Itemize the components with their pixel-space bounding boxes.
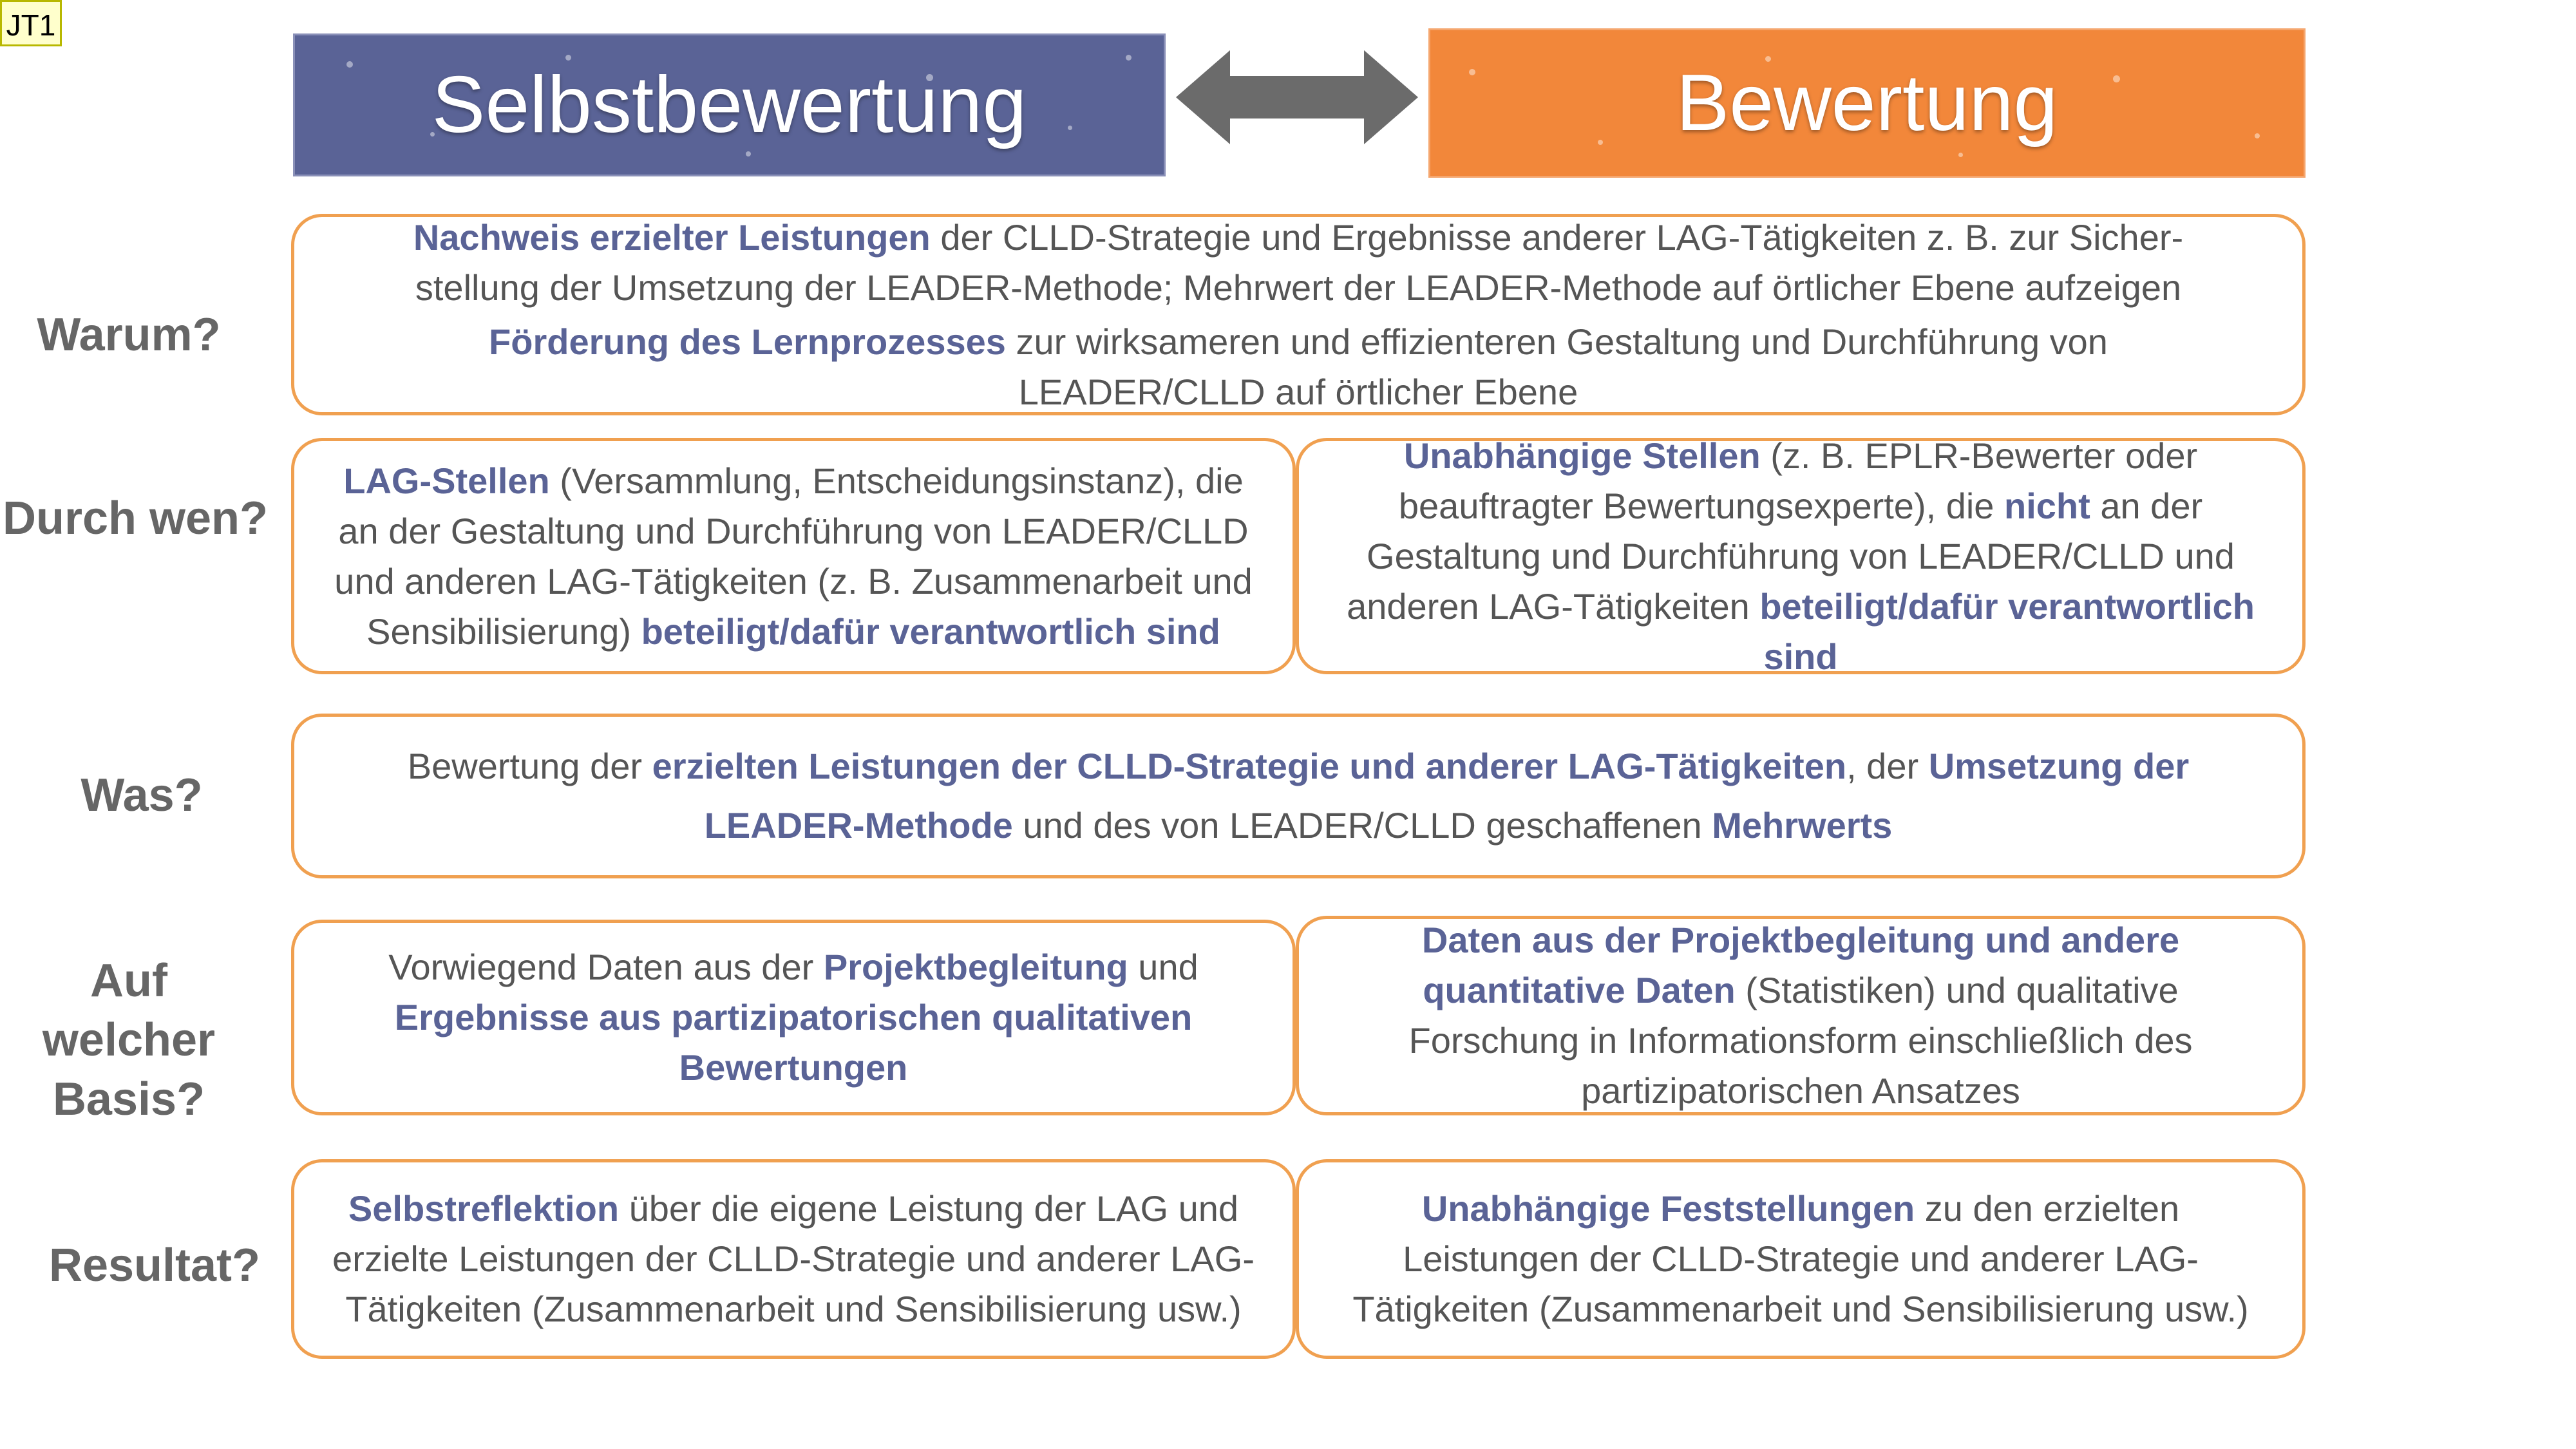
box-durch-wen-right: Unabhängige Stellen (z. B. EPLR-Bewerter oder beauftragter Bewertungsexperte), die nicht an der Gestaltung und Durchführung von LEADER/CLLD und anderen LAG-Tätigkeiten beteiligt/dafür verantwortlich sind [1296,438,2306,674]
header-bewertung [1428,28,2306,178]
box-resultat-left: Selbstreflektion über die eigene Leistung der LAG und erzielte Leistungen der CLLD-Strategie und anderer LAG-Tätigkeiten (Zusammenarbeit und Sensibilisierung usw.) [291,1159,1296,1359]
double-arrow-icon [1176,50,1418,144]
row-label-was: Was? [80,770,203,821]
header-selbstbewertung [293,33,1166,176]
box-resultat-right: Unabhängige Feststellungen zu den erzielten Leistungen der CLLD-Strategie und anderer LAG-Tätigkeiten (Zusammenarbeit und Sensibilisierung usw.) [1296,1159,2306,1359]
box-was: Bewertung der erzielten Leistungen der CLLD-Strategie und anderer LAG-Tätigkeiten, der Umsetzung der LEADER-Methode und des von LEADER/CLLD geschaffenen Mehrwerts [291,714,2306,878]
slide-tag: JT1 [0,0,62,46]
box-basis-left: Vorwiegend Daten aus der Projektbegleitung und Ergebnisse aus partizipatorischen qualitativen Bewertungen [291,920,1296,1115]
box-durch-wen-left: LAG-Stellen (Versammlung, Entscheidungsinstanz), die an der Gestaltung und Durchführung von LEADER/CLLD und anderen LAG-Tätigkeiten (z. B. Zusammenarbeit und Sensibilisierung) beteiligt/dafür verantwortlich sind [291,438,1296,674]
header-left-label: Selbstbewertung [431,61,1027,149]
warum-line-2: Förderung des Lernprozesses zur wirksameren und effizienteren Gestaltung und Durchführung von LEADER/CLLD auf örtlicher Ebene [489,321,2108,412]
header-right-label: Bewertung [1676,59,2058,147]
box-basis-right: Daten aus der Projektbegleitung und andere quantitative Daten (Statistiken) und qualitative Forschung in Informationsform einschließlich des partizipatorischen Ansatzes [1296,916,2306,1115]
row-label-warum: Warum? [37,309,221,361]
row-label-basis: Auf welcher Basis? [42,955,216,1125]
row-label-durch-wen: Durch wen? [2,493,269,544]
row-label-resultat: Resultat? [48,1240,261,1291]
box-warum [291,214,2306,415]
warum-line-1: Nachweis erzielter Leistungen der CLLD-Strategie und Ergebnisse anderer LAG-Tätigkeiten z. B. zur Sicher-stellung der Umsetzung der LEADER-Methode; Mehrwert der LEADER-Methode auf örtlicher Ebene aufzeigen [413,216,2184,308]
